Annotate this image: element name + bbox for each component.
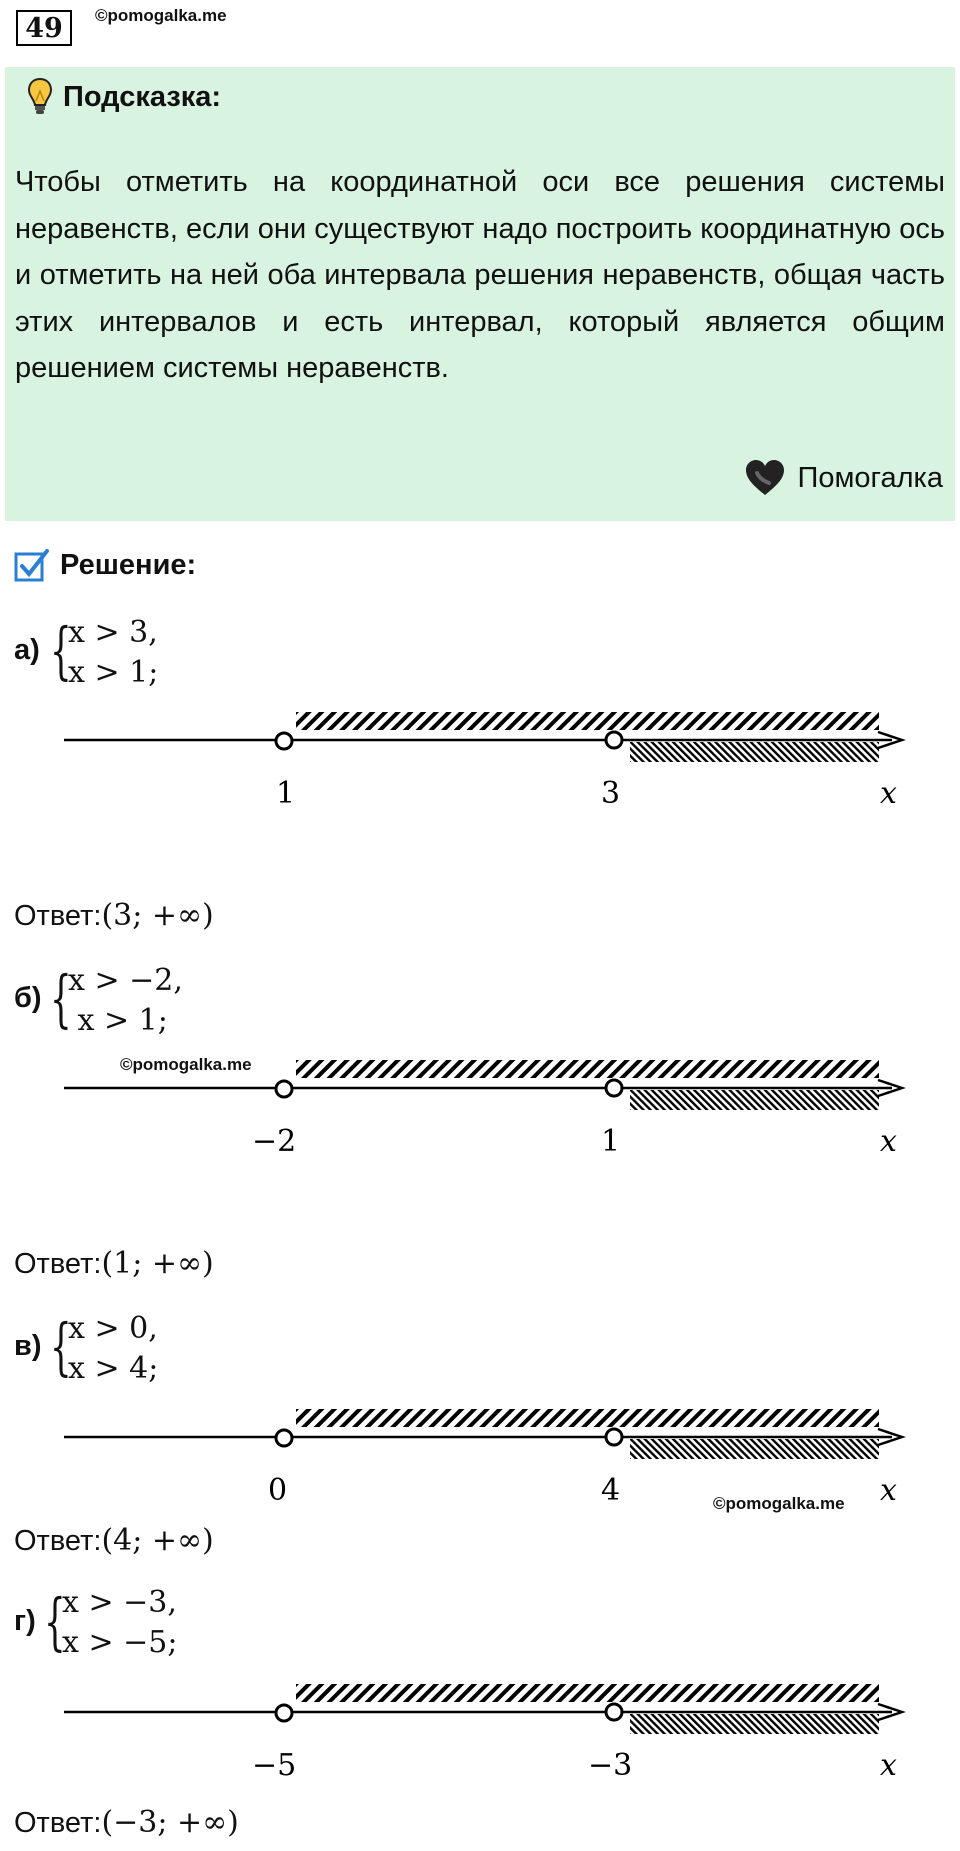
axis-var: x [880, 776, 897, 811]
tick-right: 1 [601, 1124, 621, 1159]
part-c-brace: { [50, 1310, 72, 1383]
number-line-graphics [64, 712, 902, 762]
answer-c [14, 1523, 214, 1558]
tick-right: 4 [601, 1473, 621, 1508]
part-b-label: б) [14, 982, 42, 1014]
signature-text: Помогалка [797, 461, 943, 494]
hatch-band-upper [296, 712, 879, 730]
number-line-graphics [64, 1409, 902, 1459]
lightbulb-icon [27, 77, 53, 117]
watermark-top: ©pomogalka.me [95, 6, 227, 25]
part-a-ineq-2: x > 1; [68, 655, 159, 690]
part-a-ineq-1: x > 3, [68, 615, 158, 650]
number-line-b [0, 1048, 960, 1168]
heart-icon [744, 459, 786, 497]
tick-left: 1 [276, 776, 296, 811]
hatch-band-upper [296, 1060, 879, 1078]
part-d-label: г) [14, 1605, 36, 1637]
number-line-d [0, 1672, 960, 1792]
answer-label: Ответ: [14, 1807, 102, 1839]
number-line-a [0, 700, 960, 820]
hint-title: Подсказка: [63, 80, 222, 113]
signature [744, 459, 943, 497]
answer-d [14, 1805, 239, 1840]
part-a-brace: { [50, 614, 72, 687]
hint-text: Чтобы отметить на координатной оси все решения системы неравенств, если они существуют надо построить координатную ось и отметить на ней оба интервала решения неравенств, общая часть этих интервалов и есть интервал, который является общим решением системы неравенств. [15, 166, 945, 384]
part-b-brace: { [50, 962, 72, 1035]
number-line-graphics [64, 1684, 902, 1734]
answer-value: (1; +∞) [101, 1246, 214, 1281]
part-c-ineq-1: x > 0, [68, 1311, 158, 1346]
tick-right: 3 [601, 776, 621, 811]
problem-number: 49 [16, 10, 72, 46]
tick-left: −2 [252, 1124, 297, 1159]
hatch-band-lower [630, 1439, 879, 1459]
hint-box [5, 67, 955, 521]
answer-value: (3; +∞) [101, 898, 214, 933]
answer-a [14, 898, 214, 933]
solution-title: Решение: [60, 548, 197, 581]
axis-var: x [880, 1473, 897, 1508]
hatch-band-lower [630, 1090, 879, 1110]
hint-header [27, 77, 221, 117]
axis-var: x [880, 1748, 897, 1783]
answer-b [14, 1246, 214, 1281]
part-d-brace: { [44, 1585, 66, 1658]
part-d-ineq-2: x > −5; [62, 1625, 178, 1660]
hatch-band-upper [296, 1409, 879, 1427]
number-line-graphics [64, 1060, 902, 1110]
axis-var: x [880, 1124, 897, 1159]
watermark-middle: ©pomogalka.me [120, 1055, 252, 1074]
part-b-ineq-1: x > −2, [68, 963, 183, 998]
answer-label: Ответ: [14, 1248, 102, 1280]
answer-label: Ответ: [14, 900, 102, 932]
hatch-band-lower [630, 1714, 879, 1734]
answer-value: (4; +∞) [101, 1523, 214, 1558]
checkbox-icon [14, 548, 50, 582]
part-c-label: в) [14, 1330, 42, 1362]
solution-header [14, 548, 196, 582]
watermark-bottom: ©pomogalka.me [713, 1494, 845, 1513]
hatch-band-lower [630, 742, 879, 762]
part-a-label: а) [14, 634, 40, 666]
answer-label: Ответ: [14, 1525, 102, 1557]
part-b-ineq-2: x > 1; [68, 1003, 168, 1038]
part-d-ineq-1: x > −3, [62, 1585, 177, 1620]
answer-value: (−3; +∞) [101, 1805, 239, 1840]
tick-left: 0 [268, 1473, 288, 1508]
part-c-ineq-2: x > 4; [68, 1351, 159, 1386]
tick-right: −3 [588, 1748, 633, 1783]
tick-left: −5 [252, 1748, 297, 1783]
hatch-band-upper [296, 1684, 879, 1702]
